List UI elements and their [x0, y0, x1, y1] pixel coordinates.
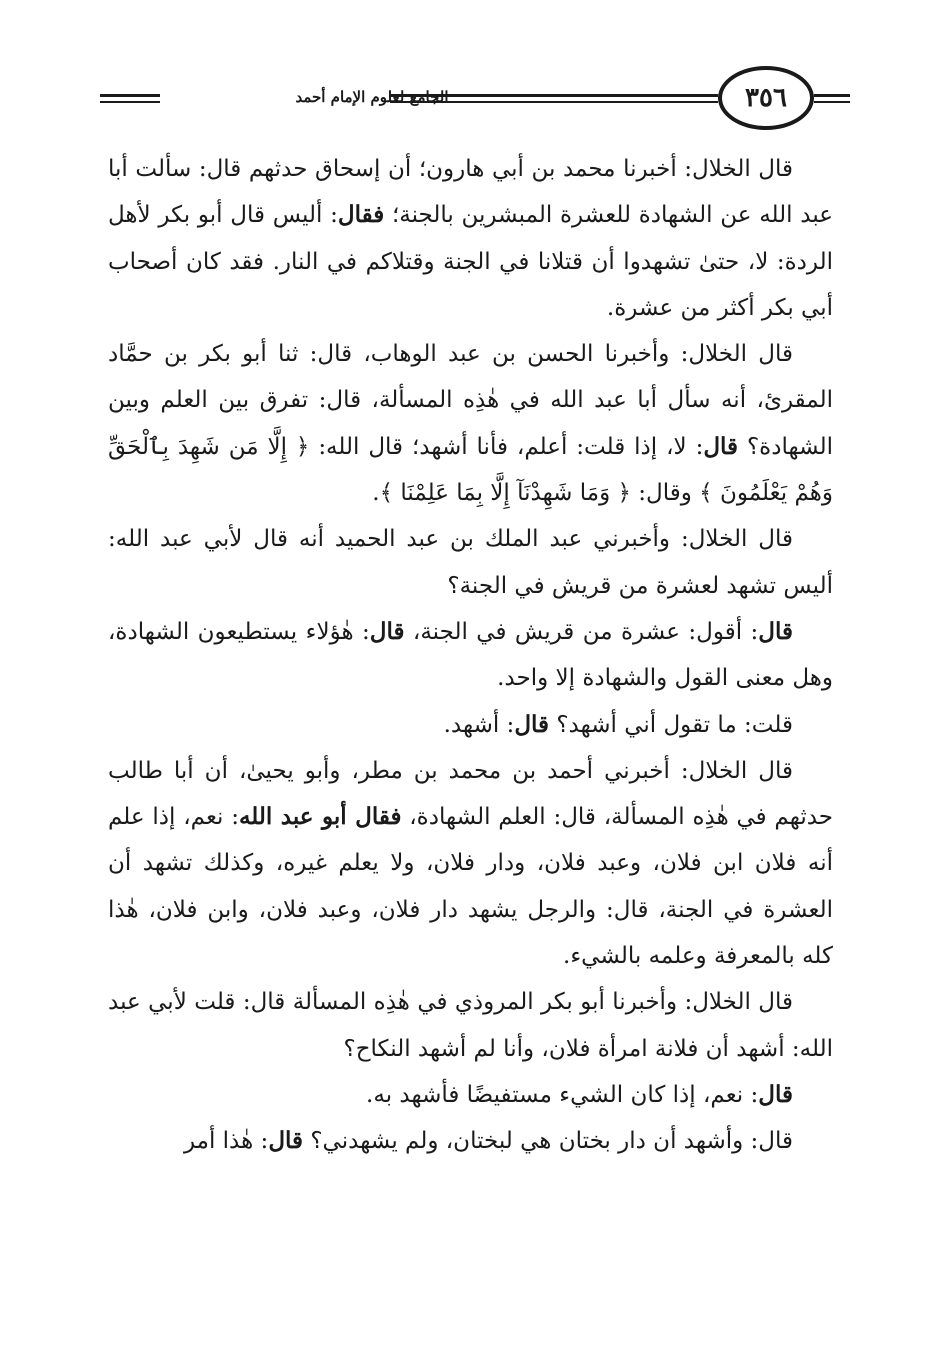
paragraph [108, 979, 833, 1072]
paragraph [108, 146, 833, 331]
text-segment: : هٰذا أمر [183, 1128, 269, 1155]
paragraph [108, 516, 833, 609]
text-segment: : نعم، إذا كان الشيء مستفيضًا فأشهد به. [366, 1081, 759, 1108]
running-title: الجامع لعلوم الإمام أحمد [295, 88, 449, 106]
header-rule-right-outer [814, 94, 850, 97]
text-segment: : أشهد. [443, 711, 515, 738]
text-segment: : نعم، إذا علم أنه فلان ابن فلان، وعبد فلان، ودار فلان، ولا يعلم غيره، وكذلك تشهد أن العشرة في الجنة، قال: والرجل يشهد دار فلان، وعبد فلان، وابن فلان، هٰذا كله بالمعرفة وعلمه بالشيء. [108, 804, 833, 970]
header-rule-right-inner [814, 101, 850, 103]
text-segment: : أليس قال أبو بكر لأهل الردة: لا، حتىٰ تشهدوا أن قتلانا في الجنة وقتلاكم في النار. فقد كان أصحاب أبي بكر أكثر من عشرة. [108, 202, 833, 321]
bold-segment: فقال أبو عبد الله [238, 803, 402, 831]
header-rule-left-outer [100, 94, 160, 97]
paragraph [108, 1118, 833, 1164]
paragraph [108, 702, 833, 748]
header-rule-left-inner [100, 101, 160, 103]
body-text [108, 146, 833, 1165]
paragraph [108, 609, 833, 702]
page-header [100, 66, 850, 136]
text-segment: قال الخلال: وأخبرني عبد الملك بن عبد الحميد أنه قال لأبي عبد الله: أليس تشهد لعشرة من قريش في الجنة؟ [108, 526, 833, 599]
bold-segment: قال [369, 617, 405, 645]
text-segment: : أقول: عشرة من قريش في الجنة، [404, 618, 759, 645]
text-segment: : هٰؤلاء يستطيعون الشهادة، وهل معنى القول والشهادة إلا واحد. [108, 618, 833, 692]
text-segment: قال الخلال: وأخبرنا أبو بكر المروذي في هٰذِه المسألة قال: قلت لأبي عبد الله: أشهد أن فلانة امرأة فلان، وأنا لم أشهد النكاح؟ [108, 989, 833, 1062]
bold-segment: قال [514, 710, 550, 738]
text-segment: : لا، إذا قلت: أعلم، فأنا أشهد؛ قال الله: ﴿ إِلَّا مَن شَهِدَ بِٱلْحَقِّ وَهُمْ يَعْلَمُونَ ﴾ وقال: ﴿ وَمَا شَهِدْنَآ إِلَّا بِمَا عَلِمْنَا ﴾. [108, 433, 833, 507]
paragraph [108, 331, 833, 516]
text-segment: قال الخلال: وأخبرنا الحسن بن عبد الوهاب، قال: ثنا أبو بكر بن حمَّاد المقرئ، أنه سأل أبا عبد الله في هٰذِه المسألة، قال: تفرق بين العلم وبين الشهادة؟ [108, 341, 834, 460]
text-segment: قلت: ما تقول أني أشهد؟ [549, 711, 793, 738]
text-segment: قال: وأشهد أن دار بختان هي لبختان، ولم يشهدني؟ [303, 1128, 793, 1155]
paragraph [108, 1072, 833, 1118]
bold-segment: قال [758, 617, 794, 645]
bold-segment: قال [268, 1127, 304, 1155]
text-segment: قال الخلال: أخبرني أحمد بن محمد بن مطر، وأبو يحيىٰ، أن أبا طالب حدثهم في هٰذِه المسألة، قال: العلم الشهادة، [108, 757, 834, 831]
paragraph [108, 748, 833, 979]
bold-segment: قال [703, 432, 739, 460]
page-number: ٣٥٦ [718, 66, 814, 130]
bold-segment: قال [758, 1080, 793, 1108]
bold-segment: فقال [337, 201, 385, 229]
text-segment: قال الخلال: أخبرنا محمد بن أبي هارون؛ أن إسحاق حدثهم قال: سألت أبا عبد الله عن الشهادة للعشرة المبشرين بالجنة؛ [108, 156, 833, 229]
